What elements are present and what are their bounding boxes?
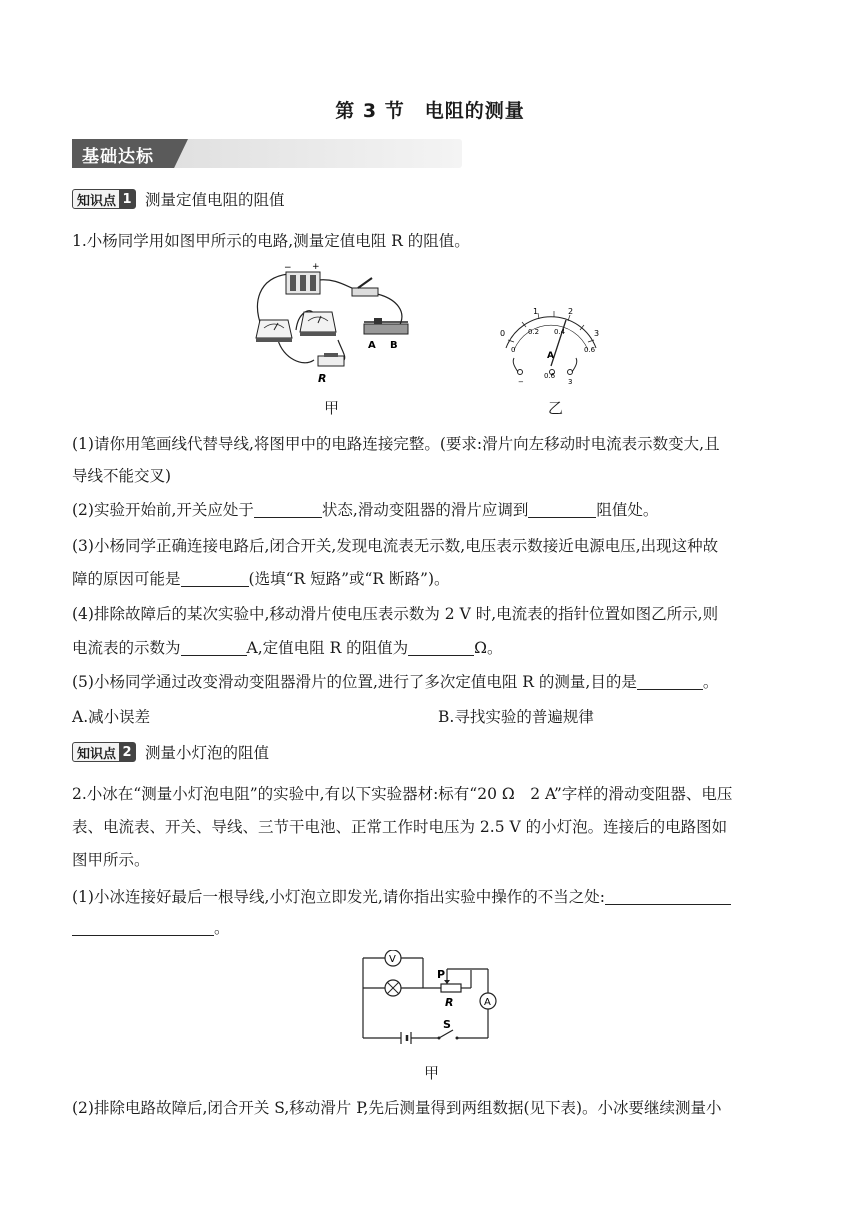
q2-stem-line3: 图甲所示。	[72, 851, 150, 869]
switch-icon	[352, 278, 378, 296]
q1-part1-line2: 导线不能交叉)	[72, 467, 172, 485]
q2-part1-line2	[72, 916, 230, 938]
answer-blank[interactable]	[181, 640, 247, 657]
kp1-badge-label: 知识点	[77, 193, 117, 209]
dial-bottom-02: 0.2	[528, 328, 540, 336]
q1-part5-text-a: (5)小杨同学通过改变滑动变阻器滑片的位置,进行了多次定值电阻 R 的测量,目的是	[72, 673, 637, 691]
page-title: 第 3 节 电阻的测量	[335, 100, 525, 122]
q1-stem: 1.小杨同学用如图甲所示的电路,测量定值电阻 R 的阻值。	[72, 232, 470, 250]
kp2-badge	[72, 742, 136, 762]
terminal-minus: −	[518, 378, 524, 386]
voltmeter-label: V	[389, 954, 396, 965]
dial-bottom-0: 0	[511, 346, 516, 354]
slider-label: P	[437, 968, 446, 981]
rheostat-symbol	[441, 984, 461, 992]
q1-part3-text-b: 障的原因可能是	[72, 570, 181, 588]
q1-part4-text-c: A,定值电阻 R 的阻值为	[246, 639, 409, 657]
switch-label: S	[443, 1018, 451, 1031]
kp1-number: 1	[119, 190, 135, 208]
battery-pack-icon	[284, 262, 320, 294]
rheostat-label: R	[445, 996, 454, 1009]
answer-blank[interactable]	[605, 889, 731, 906]
q1-part2-text-a: (2)实验开始前,开关应处于	[72, 501, 254, 519]
answer-blank[interactable]	[254, 502, 322, 519]
q2-circuit-diagram	[355, 950, 505, 1050]
voltmeter-icon	[256, 320, 292, 342]
dial-bottom-04: 0.4	[554, 328, 566, 336]
q2-stem-line1: 2.小冰在“测量小灯泡电阻”的实验中,有以下实验器材:标有“20 Ω 2 A”字样的滑动变阻器、电压	[72, 785, 733, 803]
q1-option-b: B.寻找实验的普遍规律	[438, 708, 594, 726]
dial-top-0: 0	[500, 329, 506, 338]
rheostat-terminal-b-label: B	[390, 340, 398, 351]
q2-part1-line1	[72, 885, 731, 907]
q1-part3-line1: (3)小杨同学正确连接电路后,闭合开关,发现电流表无示数,电压表示数接近电源电压,出现这种故	[72, 537, 719, 555]
answer-blank[interactable]	[637, 674, 703, 691]
resistor-label: R	[318, 372, 327, 385]
resistor-icon	[318, 353, 344, 385]
answer-blank[interactable]	[181, 571, 249, 588]
q1-part3-line2	[72, 567, 450, 589]
section-banner	[72, 139, 462, 168]
answer-blank[interactable]	[408, 640, 474, 657]
q1-part2	[72, 498, 658, 520]
dial-unit: A	[547, 351, 554, 361]
answer-blank[interactable]	[72, 920, 214, 937]
q1-part4-line1: (4)排除故障后的某次实验中,移动滑片使电压表示数为 2 V 时,电流表的指针位置如图乙所示,则	[72, 605, 719, 623]
battery-plus-label: +	[312, 262, 320, 272]
q1-part5-text-b: 。	[702, 673, 719, 691]
q1-part4-text-b: 电流表的示数为	[72, 639, 181, 657]
q1-fig-right-caption: 乙	[548, 399, 564, 417]
q1-option-a: A.减小误差	[72, 708, 151, 726]
kp2-badge-label: 知识点	[77, 746, 117, 762]
knowledge-point-1	[72, 188, 285, 210]
knowledge-point-2	[72, 741, 269, 763]
dial-top-1: 1	[533, 307, 539, 316]
q2-part2: (2)排除电路故障后,闭合开关 S,移动滑片 P,先后测量得到两组数据(见下表)。小冰要继续测量小	[72, 1099, 722, 1117]
ammeter-icon	[300, 312, 336, 336]
q1-part5	[72, 670, 718, 692]
dial-top-3: 3	[594, 329, 600, 338]
battery-minus-label: −	[284, 263, 292, 273]
q2-part1-text-a: (1)小冰连接好最后一根导线,小灯泡立即发光,请你指出实验中操作的不当之处:	[72, 888, 606, 906]
q1-ammeter-dial-figure	[496, 306, 606, 386]
dial-bottom-06: 0.6	[584, 346, 596, 354]
q1-part1-line1: (1)请你用笔画线代替导线,将图甲中的电路连接完整。(要求:滑片向左移动时电流表示数变大,且	[72, 435, 720, 453]
q2-part1-text-b: 。	[214, 919, 230, 937]
q1-part2-text-c: 阻值处。	[596, 501, 659, 519]
kp2-number: 2	[119, 743, 135, 761]
dial-top-2: 2	[568, 307, 574, 316]
q2-stem-line2: 表、电流表、开关、导线、三节干电池、正常工作时电压为 2.5 V 的小灯泡。连接后的电路图如	[72, 818, 728, 836]
ammeter-label: A	[484, 997, 491, 1008]
rheostat-terminal-a-label: A	[368, 340, 376, 351]
terminal-06: 0.6	[544, 372, 556, 380]
q1-part3-text-c: (选填“R 短路”或“R 断路”)。	[248, 570, 450, 588]
kp2-title: 测量小灯泡的阻值	[145, 744, 270, 762]
q1-part4-text-d: Ω。	[474, 639, 503, 657]
q1-fig-left-caption: 甲	[324, 399, 340, 417]
q2-fig-caption: 甲	[424, 1064, 440, 1082]
rheostat-icon	[364, 318, 408, 351]
q1-part4-line2	[72, 636, 503, 658]
answer-blank[interactable]	[528, 502, 596, 519]
banner-label: 基础达标	[82, 147, 154, 167]
terminal-3: 3	[568, 378, 573, 386]
lamp-icon	[385, 980, 401, 996]
kp1-badge	[72, 189, 136, 209]
q1-apparatus-figure	[248, 258, 418, 390]
kp1-title: 测量定值电阻的阻值	[145, 191, 285, 209]
q1-part2-text-b: 状态,滑动变阻器的滑片应调到	[321, 501, 529, 519]
